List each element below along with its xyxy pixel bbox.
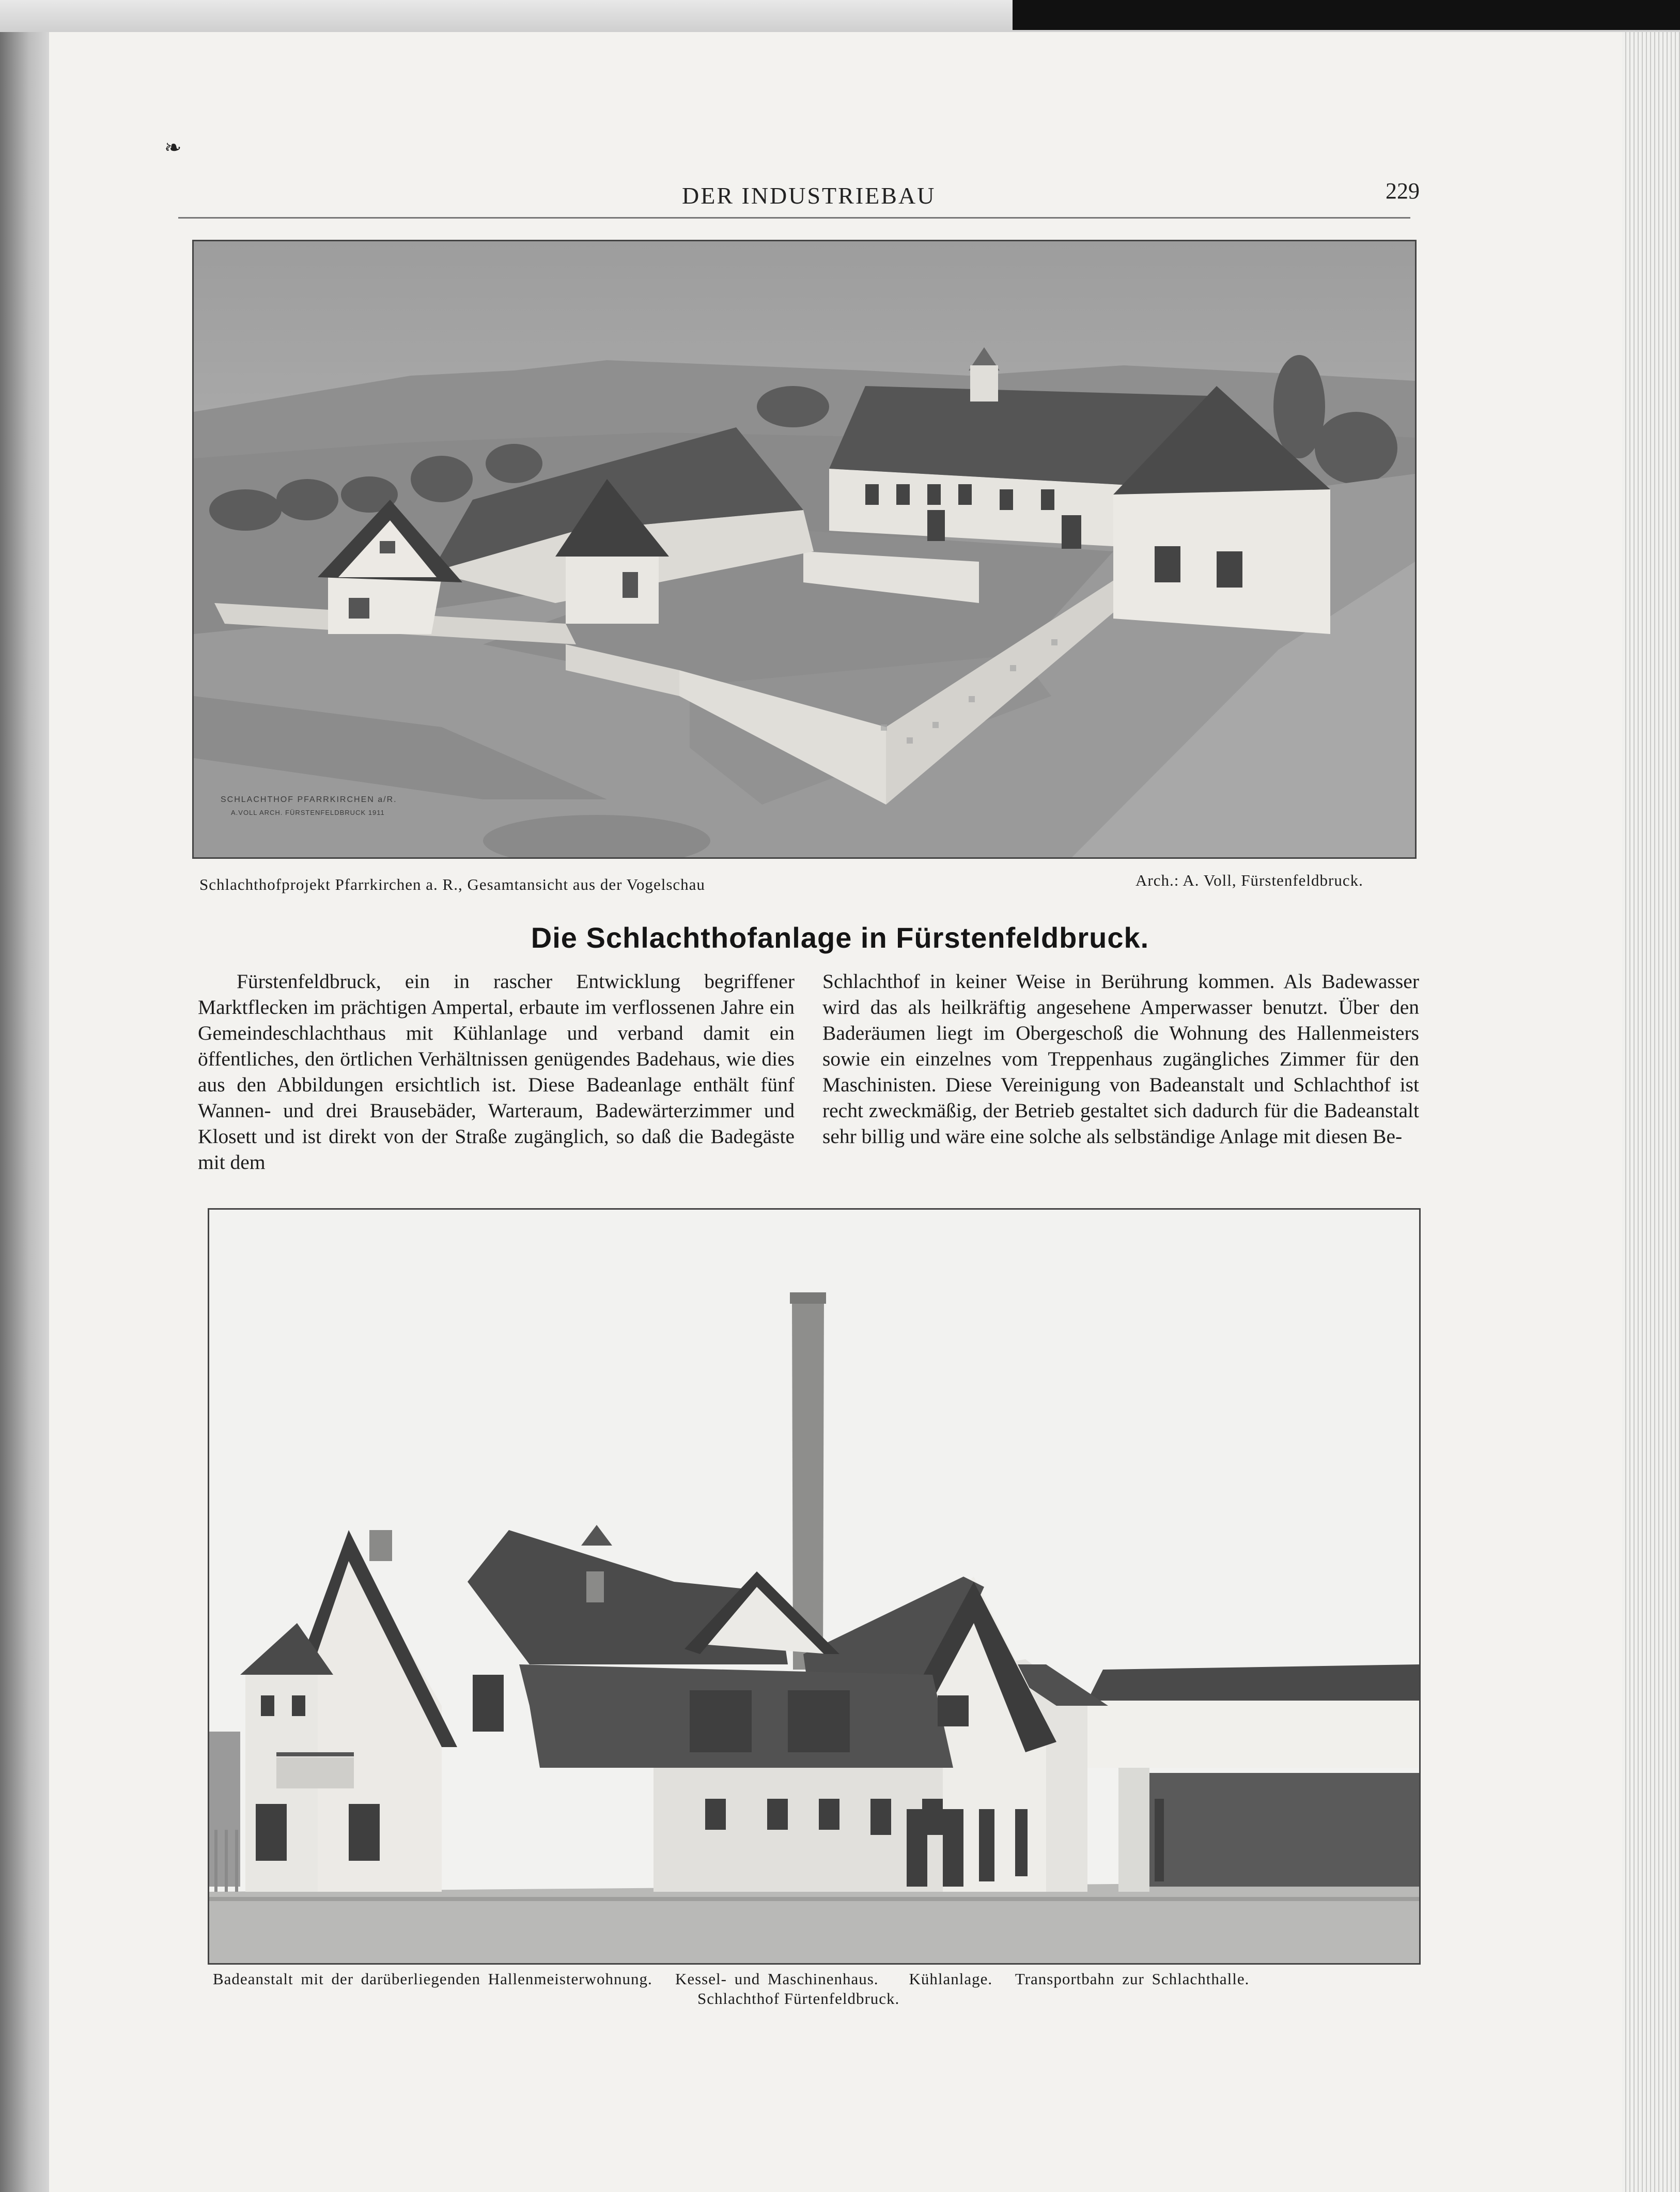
book-gutter [0,32,49,2192]
article-column-left: Fürstenfeldbruck, ein in rascher Entwicklung begriffener Marktflecken im prächtigen Ampertal, erbaute im verflossenen Jahre ein Gemeindeschlachthaus mit Kühlanlage und verband damit ein öffentliches, den örtlichen Verhältnissen genügendes Badehaus, wie dies aus den Abbildungen ersichtlich ist. Diese Badeanlage enthält fünf Wannen- und drei Brausebäder, Warteraum, Badewärterzimmer und Klosett und ist direkt von der Straße zugänglich, so daß die Badegäste mit dem [198,970,795,1174]
scan-dark-edge [1013,0,1680,30]
figure-credit: Arch.: A. Voll, Fürstenfeldbruck. [1135,871,1363,889]
header-rule [178,217,1410,219]
article-title: Die Schlachthofanlage in Fürstenfeldbruck. [531,921,1149,954]
printer-mark: ❧ [164,136,182,159]
birds-eye-drawing [192,240,1417,859]
drawing-signature-line1: SCHLACHTHOF PFARRKIRCHEN a/R. [221,795,397,804]
photo-caption-line1: Badeanstalt mit der darüberliegenden Hallenmeisterwohnung. Kessel- und Maschinenhaus. Kühlanlage. Transportbahn zur Schlachthalle. [213,1970,1250,1988]
figure-caption: Schlachthofprojekt Pfarrkirchen a. R., Gesamtansicht aus der Vogelschau [199,875,705,893]
running-head: DER INDUSTRIEBAU [682,182,936,209]
page-stack-edge [1622,32,1680,2192]
article-column-right: Schlachthof in keiner Weise in Berührung kommen. Als Badewasser wird das als heilkräftig angesehene Amperwasser benutzt. Über den Baderäumen liegt im Obergeschoß die Wohnung des Hallenmeisters sowie ein einzelnes vom Treppenhaus zugängliches Zimmer für den Maschinisten. Diese Vereinigung von Badeanstalt und Schlachthof ist recht zweckmäßig, der Betrieb gestaltet sich dadurch für die Badeanstalt sehr billig und wäre eine solche als selbständige Anlage mit diesen Be- [822,970,1419,1148]
building-photograph [208,1208,1421,1965]
photo-caption-line2: Schlachthof Fürtenfeldbruck. [697,1989,900,2008]
page-number: 229 [1386,178,1420,204]
drawing-signature-line2: A.VOLL ARCH. FÜRSTENFELDBRUCK 1911 [231,809,385,816]
